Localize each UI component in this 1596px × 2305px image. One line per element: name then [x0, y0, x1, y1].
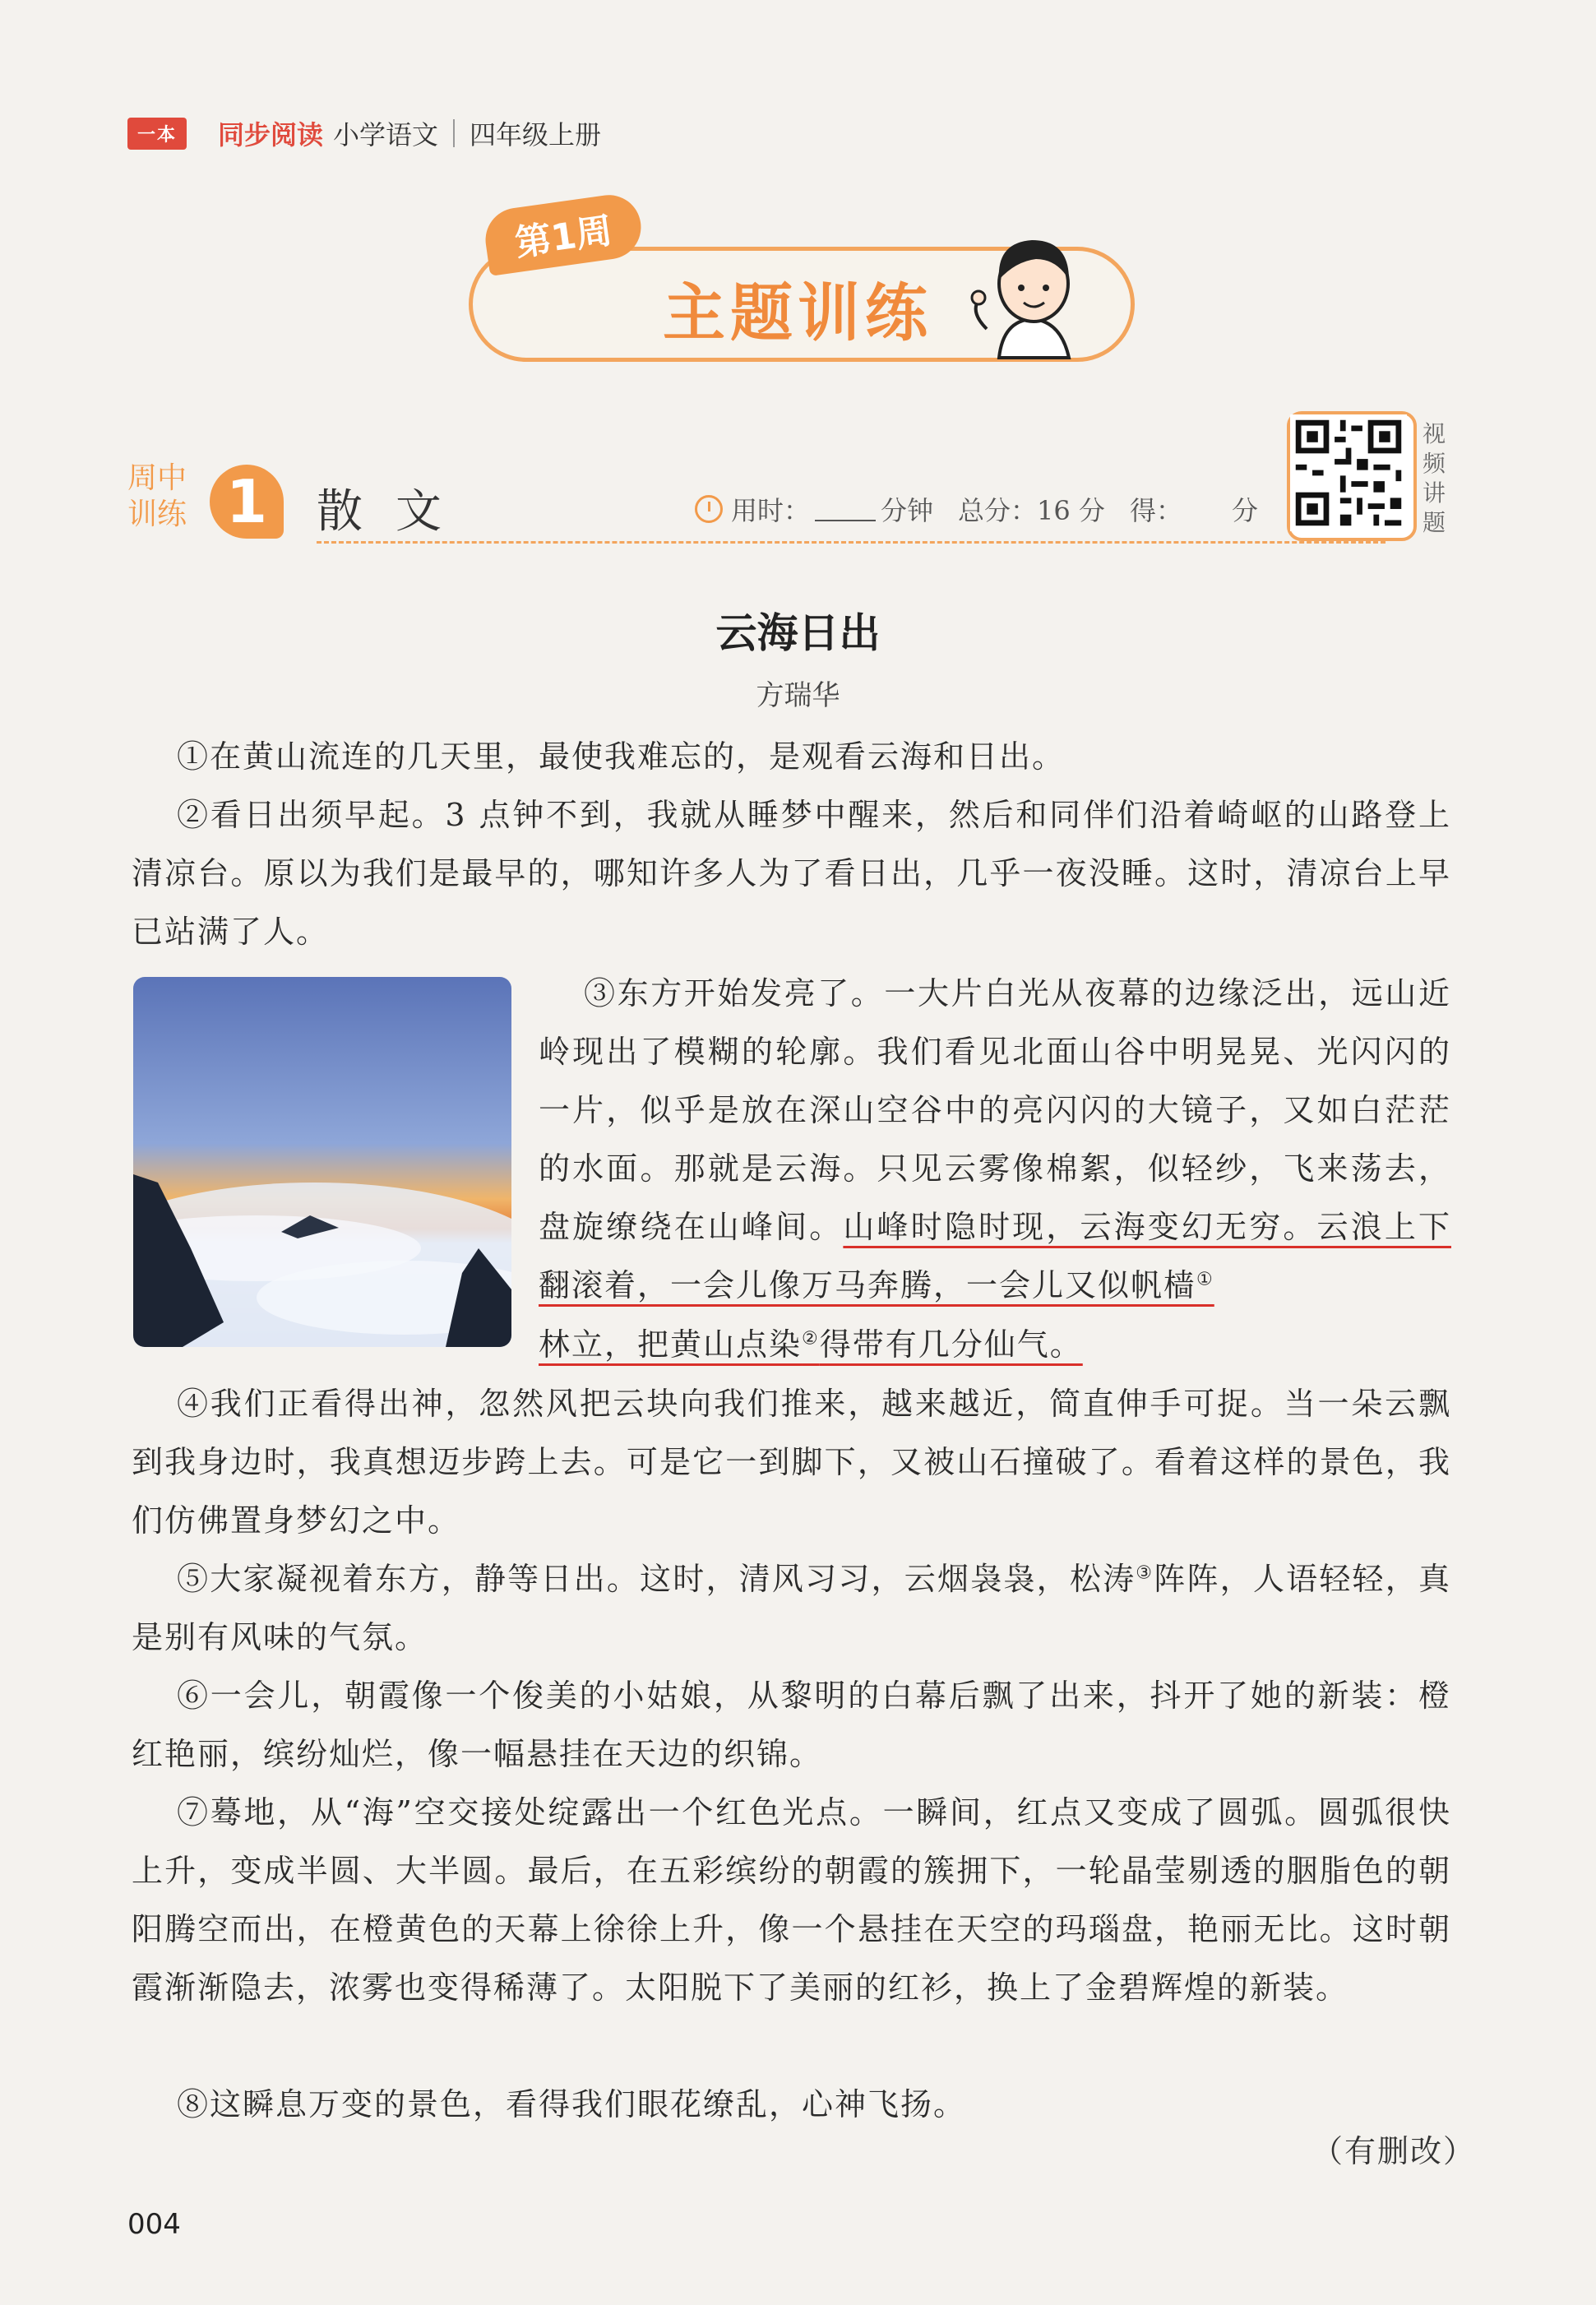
paragraph-7: ⑦蓦地，从“海”空交接处绽露出一个红色光点。一瞬间，红点又变成了圆弧。圆弧很快上升，变成半圆、大半圆。最后，在五彩缤纷的朝霞的簇拥下，一轮晶莹剔透的胭脂色的朝阳腾空而出，在橙黄色的天幕上徐徐上升，像一个悬挂在天空的玛瑙盘，艳丽无比。这时朝霞渐渐隐去，浓雾也变得稀薄了。太阳脱下了美丽的红衫，换上了金碧辉煌的新装。 — [132, 1794, 1451, 2006]
video-lecture-label: 视 频 讲 题 — [1423, 420, 1446, 536]
qr-code[interactable] — [1287, 411, 1417, 541]
paragraph-4: ④我们正看得出神，忽然风把云块向我们推来，越来越近，简直伸手可捉。当一朵云飘到我身边时，我真想迈步跨上去。可是它一到脚下，又被山石撞破了。看着这样的景色，我们仿佛置身梦幻之中。 — [132, 1386, 1451, 1539]
underlined-sentence: 山峰时隐时现，云海变幻无穷。云浪上下翻滚着，一会儿像万马奔腾，一会儿又似帆樯① — [539, 1209, 1451, 1303]
paragraph-6: ⑥一会儿，朝霞像一个俊美的小姑娘，从黎明的白幕后飘了出来，抖开了她的新装：橙红艳丽，缤纷灿烂，像一幅悬挂在天边的织锦。 — [132, 1678, 1451, 1772]
paragraph-3-end: 林立，把黄山点染②得带有几分仙气。 — [539, 1326, 1083, 1363]
exercise-meta: 用时： 分钟 总分：16 分 得： 分 — [695, 490, 1258, 528]
series-name: 同步阅读 — [218, 119, 324, 150]
sea-of-clouds-illustration — [133, 977, 511, 1347]
section-label: 周中 训练 — [127, 461, 187, 531]
clock-icon — [695, 495, 723, 523]
section-divider — [317, 541, 1386, 544]
paragraph-2: ②看日出须早起。3 点钟不到，我就从睡梦中醒来，然后和同伴们沿着崎岖的山路登上清凉台。原以为我们是最早的，哪知许多人为了看日出，几乎一夜没睡。这时，清凉台上早已站满了人。 — [132, 797, 1451, 950]
boy-mascot-icon — [954, 222, 1102, 362]
section-number: 1 — [210, 465, 284, 539]
article-title: 云海日出 — [715, 609, 881, 657]
qr-code-icon — [1290, 414, 1407, 531]
section-header — [127, 461, 1279, 551]
subject-name: 小学语文 — [333, 119, 439, 150]
grade-name: 四年级上册 — [470, 119, 602, 150]
total-score: 总分：16 分 — [958, 495, 1105, 526]
page-number: 004 — [127, 2208, 181, 2241]
time-blank[interactable] — [815, 497, 876, 521]
page-header — [127, 115, 601, 151]
week-tag: 第1周 — [481, 191, 645, 276]
paragraph-5: ⑤大家凝视着东方，静等日出。这时，清风习习，云烟袅袅，松涛③阵阵，人语轻轻，真是别有风味的气氛。 — [132, 1561, 1451, 1655]
brand-logo: 一本 — [127, 118, 187, 150]
banner-title: 主题训练 — [663, 276, 932, 349]
article-author: 方瑞华 — [756, 679, 840, 712]
paragraph-3: ③东方开始发亮了。一大片白光从夜幕的边缘泛出，远山近岭现出了模糊的轮廓。我们看见北面山谷中明晃晃、光闪闪的一片，似乎是放在深山空谷中的亮闪闪的大镜子，又如白茫茫的水面。那就是云海。只见云雾像棉絮，似轻纱，飞来荡去，盘旋缭绕在山峰间。山峰时隐时现，云海变幻无穷。云浪上下翻滚着，一会儿像万马奔腾，一会儿又似帆樯① — [539, 975, 1451, 1303]
paragraph-1: ①在黄山流连的几天里，最使我难忘的，是观看云海和日出。 — [177, 738, 1066, 775]
section-genre: 散文 — [317, 485, 474, 539]
header-divider — [453, 119, 455, 147]
edited-note: （有删改） — [1311, 2133, 1477, 2169]
paragraph-8: ⑧这瞬息万变的景色，看得我们眼花缭乱，心神飞扬。 — [177, 2086, 967, 2122]
